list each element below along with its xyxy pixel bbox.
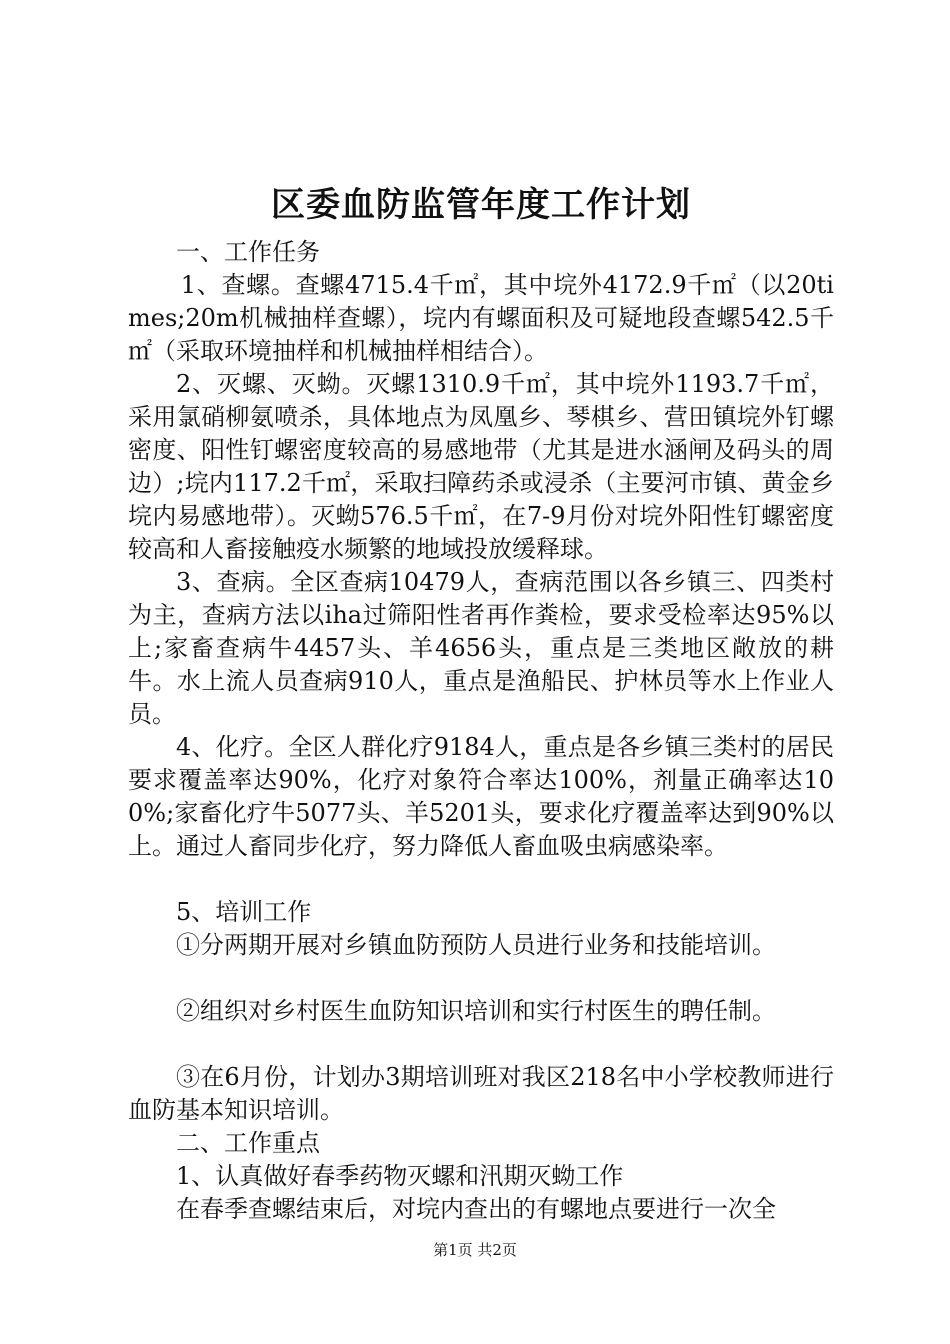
paragraph-disease-check: 3、查病。全区查病10479人，查病范围以各乡镇三、四类村为主，查病方法以iha过筛阳性者再作粪检，要求受检率达95%以上;家畜查病牛4457头、羊4656头，重点是三类地区敞放的耕牛。水上流人员查病910人，重点是渔船民、护林员等水上作业人员。	[128, 568, 834, 728]
training-item-2: ②组织对乡村医生血防知识培训和实行村医生的聘任制。	[176, 997, 776, 1025]
subheading-training: 5、培训工作	[176, 898, 312, 926]
training-item-3: ③在6月份，计划办3期培训班对我区218名中小学校教师进行血防基本知识培训。	[128, 1063, 834, 1124]
paragraph-snail-control: 2、灭螺、灭蚴。灭螺1310.9千㎡，其中垸外1193.7千㎡，采用氯硝柳氨喷杀，具体地点为凤凰乡、琴棋乡、营田镇垸外钉螺密度、阳性钉螺密度较高的易感地带（尤其是进水涵闸及码头的周边）;垸内117.2千㎡，采取扫障药杀或浸杀（主要河市镇、黄金乡垸内易感地带）。灭蚴576.5千㎡，在7-9月份对垸外阳性钉螺密度较高和人畜接触疫水频繁的地域投放缓释球。	[128, 370, 834, 563]
section-heading-tasks: 一、工作任务	[176, 238, 320, 266]
page-footer: 第1页 共2页	[433, 1241, 517, 1259]
spacer	[128, 962, 834, 995]
document-page	[128, 180, 834, 1226]
spacer	[128, 1028, 834, 1061]
paragraph-spring-control: 在春季查螺结束后，对垸内查出的有螺地点要进行一次全	[176, 1195, 776, 1223]
paragraph-snail-survey: 1、查螺。查螺4715.4千㎡，其中垸外4172.9千㎡（以20times;20m机械抽样查螺），垸内有螺面积及可疑地段查螺542.5千㎡（采取环境抽样和机械抽样相结合）。	[128, 271, 834, 365]
page-title: 区委血防监管年度工作计划	[271, 185, 691, 225]
paragraph-chemotherapy: 4、化疗。全区人群化疗9184人，重点是各乡镇三类村的居民要求覆盖率达90%，化疗对象符合率达100%，剂量正确率达100%;家畜化疗牛5077头、羊5201头，要求化疗覆盖率达到90%以上。通过人畜同步化疗，努力降低人畜血吸虫病感染率。	[128, 733, 834, 860]
spacer	[128, 863, 834, 896]
subheading-spring-control: 1、认真做好春季药物灭螺和汛期灭蚴工作	[176, 1162, 624, 1190]
training-item-1: ①分两期开展对乡镇血防预防人员进行业务和技能培训。	[176, 931, 776, 959]
section-heading-focus: 二、工作重点	[176, 1129, 320, 1157]
